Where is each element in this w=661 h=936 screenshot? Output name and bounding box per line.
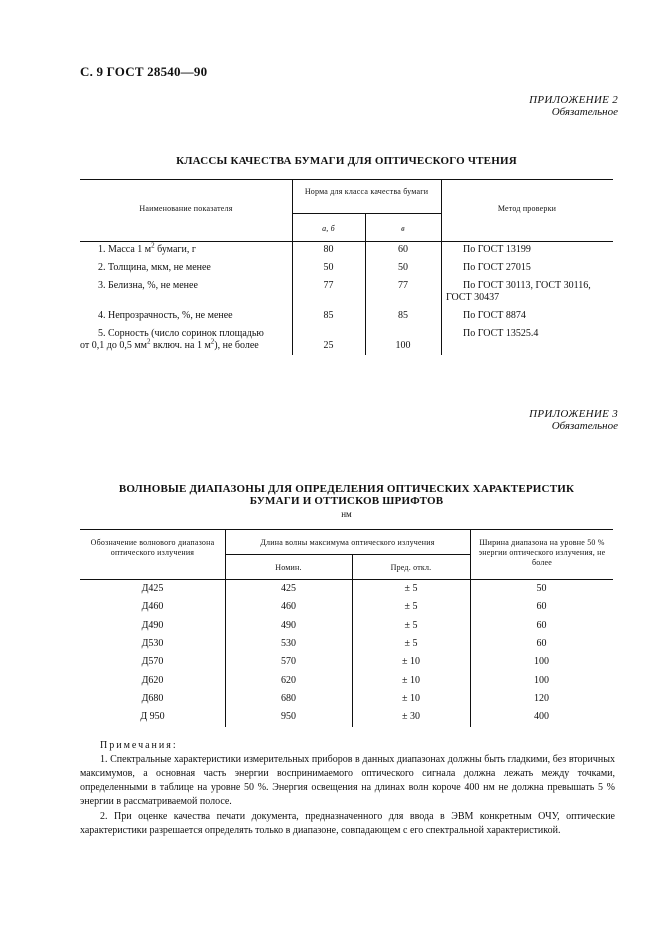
header-class-v: в — [401, 224, 405, 233]
row4-method: По ГОСТ 8874 — [463, 310, 526, 321]
note-1: 1. Спектральные характеристики измерительных приборов в данных диапазонах должны быть гладкими, без вторичных максимумов, а основная часть энергии воспринимаемого оптического сигнала должна лежать между точками, определенными в таблице на уровне 50 %. Энергия освещения на длинах волн короче 400 нм не должна превышать 5 % энергии в рассматриваемой полосе. — [80, 754, 615, 807]
row4-ab: 85 — [323, 310, 334, 321]
table-row-5-designation: Д570 — [141, 656, 164, 668]
row2-method: По ГОСТ 27015 — [463, 262, 531, 273]
row4-v: 85 — [398, 310, 408, 321]
row3-v: 77 — [398, 280, 408, 291]
row2-v: 50 — [398, 262, 408, 273]
appendix-title: ПРИЛОЖЕНИЕ 3 — [529, 408, 618, 420]
note-2: 2. При оценке качества печати документа, предназначенного для ввода в ЭВМ конкретным ОЧУ, оптические характеристики разрешается определять только в диапазоне, совпадающем с его спектральной характеристикой. — [80, 811, 615, 836]
header-band-width: Ширина диапазона на уровне 50 % энергии оптического излучения, не более — [478, 538, 606, 567]
wavelength-table — [80, 529, 613, 729]
appendix-status: Обязательное — [551, 420, 618, 432]
table-row-6-designation: Д620 — [141, 674, 164, 686]
row5-name: 5. Сорность (число соринок площадью — [98, 328, 264, 339]
table-row-2-deviation: ± 5 — [404, 601, 418, 613]
row5-v: 100 — [395, 340, 411, 351]
row3-method: По ГОСТ 30113, ГОСТ 30116, — [463, 280, 591, 291]
row1-ab: 80 — [323, 244, 334, 255]
table-row-7-deviation: ± 10 — [402, 692, 420, 704]
row2-ab: 50 — [323, 262, 334, 273]
row3-ab: 77 — [323, 280, 334, 291]
row5-method: По ГОСТ 13525.4 — [463, 328, 539, 339]
table2-title — [80, 483, 613, 507]
table2-unit: нм — [341, 509, 352, 519]
table-row-7-nominal: 680 — [281, 692, 296, 704]
page-header: С. 9 ГОСТ 28540—90 — [80, 64, 208, 79]
table1-title: КЛАССЫ КАЧЕСТВА БУМАГИ ДЛЯ ОПТИЧЕСКОГО ЧТЕНИЯ — [176, 155, 517, 167]
table-row-3-designation: Д490 — [141, 619, 164, 631]
table-row-7-designation: Д680 — [141, 692, 164, 704]
notes-block — [80, 739, 615, 838]
table-row-2-nominal: 460 — [281, 601, 296, 613]
table-row-8-band-width: 400 — [534, 711, 549, 723]
table-row-4-band-width: 60 — [536, 637, 547, 649]
row1-name: 1. Масса 1 $м^2$ бумаги, г — [98, 241, 196, 255]
row1-v: 60 — [398, 244, 408, 255]
table-row-2-band-width: 60 — [536, 601, 547, 613]
table-row-1-designation: Д425 — [141, 583, 164, 594]
header-indicator-name: Наименование показателя — [139, 204, 233, 213]
row5-ab: 25 — [323, 340, 334, 351]
table-row-4-designation: Д530 — [141, 637, 164, 649]
table-row-6-deviation: ± 10 — [402, 674, 420, 686]
appendix-status: Обязательное — [551, 106, 618, 118]
table-row-3-band-width: 60 — [536, 619, 547, 631]
table-row-1-nominal: 425 — [281, 583, 296, 594]
table-row-1-band-width: 50 — [536, 583, 547, 594]
header-designation: Обозначение волнового диапазона оптического излучения — [90, 538, 215, 557]
row2-name: 2. Толщина, мкм, не менее — [98, 262, 211, 273]
table-row-6-band-width: 100 — [534, 674, 549, 686]
table-row-2-designation: Д460 — [141, 601, 164, 613]
row1-method: По ГОСТ 13199 — [463, 244, 531, 255]
table-row-3-deviation: ± 5 — [404, 619, 418, 631]
header-class-ab: а, б — [322, 224, 335, 233]
header-method: Метод проверки — [497, 204, 557, 213]
table-row-5-band-width: 100 — [534, 656, 549, 668]
notes-heading: Примечания: — [100, 740, 178, 751]
table-row-8-nominal: 950 — [281, 711, 296, 723]
header-norm: Норма для класса качества бумаги — [304, 187, 429, 196]
table-row-8-designation: Д 950 — [140, 711, 165, 723]
table-row-5-nominal: 570 — [281, 656, 296, 668]
table-row-3-nominal: 490 — [281, 619, 296, 631]
table-row-8-deviation: ± 30 — [402, 711, 420, 723]
table-row-6-nominal: 620 — [281, 674, 296, 686]
table-row-4-nominal: 530 — [281, 637, 296, 649]
appendix-3-label — [529, 408, 618, 432]
row3-name: 3. Белизна, %, не менее — [98, 280, 198, 291]
header-wavelength: Длина волны максимума оптического излучения — [260, 538, 435, 547]
row3-method-cont: ГОСТ 30437 — [446, 292, 500, 303]
table-row-5-deviation: ± 10 — [402, 656, 420, 668]
appendix-title: ПРИЛОЖЕНИЕ 2 — [529, 94, 618, 106]
table2-title-line1: ВОЛНОВЫЕ ДИАПАЗОНЫ ДЛЯ ОПРЕДЕЛЕНИЯ ОПТИЧЕСКИХ ХАРАКТЕРИСТИК — [118, 483, 575, 495]
table-row-4-deviation: ± 5 — [404, 637, 418, 649]
row4-name: 4. Непрозрачность, %, не менее — [98, 310, 233, 321]
appendix-2-label — [529, 94, 618, 118]
paper-quality-table — [80, 179, 613, 359]
row5-name-cont: от 0,1 до 0,5 $мм^2$ включ. на 1 $м^2$), не более — [80, 337, 259, 351]
table-row-7-band-width: 120 — [534, 692, 549, 704]
header-deviation: Пред. откл. — [390, 563, 432, 572]
table2-title-line2: БУМАГИ И ОТТИСКОВ ШРИФТОВ — [249, 495, 444, 507]
header-nominal: Номин. — [275, 563, 302, 572]
table-row-1-deviation: ± 5 — [404, 583, 418, 594]
